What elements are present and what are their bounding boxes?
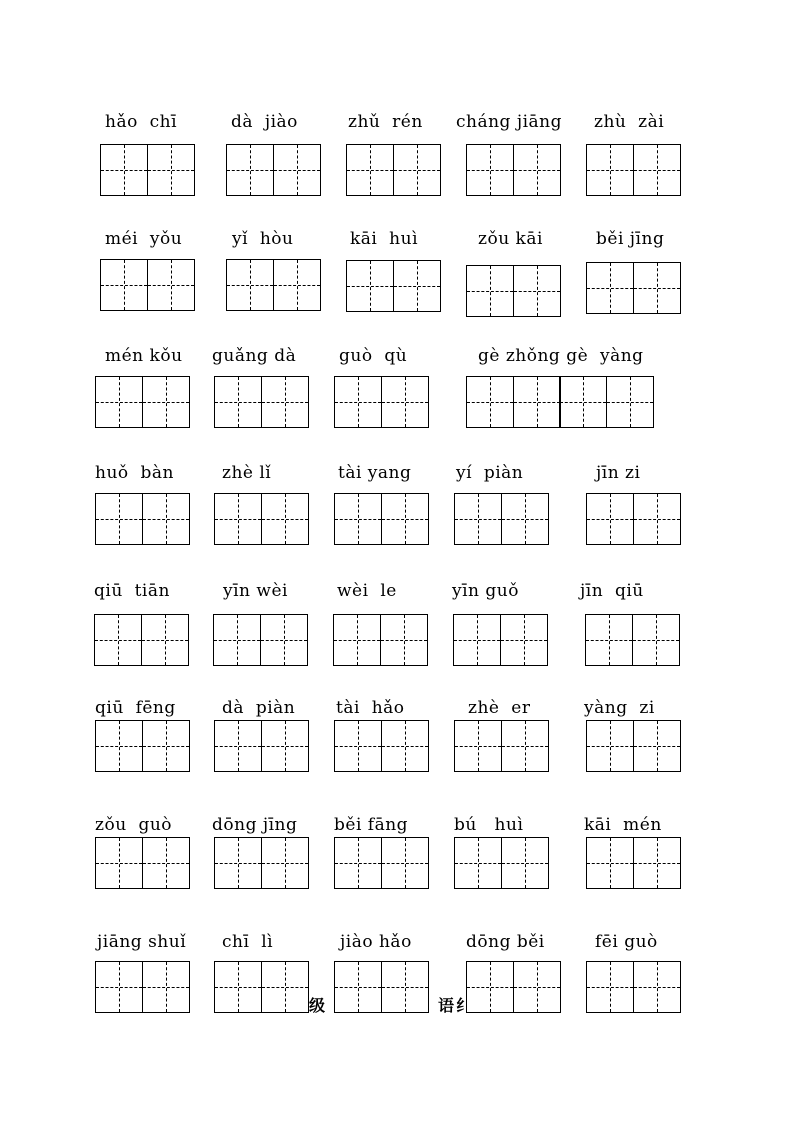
writing-grid — [334, 376, 429, 428]
pinyin-label: méi yǒu — [105, 229, 183, 249]
writing-grid — [95, 720, 190, 772]
writing-cell[interactable] — [334, 720, 382, 772]
writing-cell[interactable] — [586, 961, 634, 1013]
writing-cell[interactable] — [466, 376, 514, 428]
writing-cell[interactable] — [606, 376, 654, 428]
pinyin-label: dà piàn — [222, 698, 296, 718]
pinyin-label: yàng zi — [584, 698, 655, 718]
writing-grid — [100, 144, 195, 196]
writing-cell[interactable] — [513, 144, 561, 196]
pinyin-label: gè zhǒng gè yàng — [478, 346, 644, 366]
writing-grid — [334, 837, 429, 889]
writing-grid — [334, 493, 429, 545]
pinyin-label: yīn wèi — [223, 581, 288, 601]
writing-cell[interactable] — [381, 837, 429, 889]
pinyin-label: zhè er — [468, 698, 531, 718]
writing-cell[interactable] — [500, 614, 548, 666]
writing-cell[interactable] — [273, 259, 321, 311]
writing-cell[interactable] — [261, 376, 309, 428]
writing-cell[interactable] — [142, 961, 190, 1013]
writing-grid — [95, 376, 190, 428]
writing-cell[interactable] — [334, 961, 382, 1013]
footer-fragment-1: 级 — [309, 996, 326, 1015]
pinyin-label: kāi huì — [350, 229, 419, 249]
writing-cell[interactable] — [633, 144, 681, 196]
writing-grid — [586, 493, 681, 545]
pinyin-label: tài yang — [338, 463, 412, 483]
writing-cell[interactable] — [141, 614, 189, 666]
writing-cell[interactable] — [226, 259, 274, 311]
writing-cell[interactable] — [586, 837, 634, 889]
writing-grid — [95, 961, 190, 1013]
pinyin-label: běi fāng — [334, 815, 409, 835]
writing-cell[interactable] — [334, 837, 382, 889]
writing-cell[interactable] — [381, 493, 429, 545]
writing-grid — [214, 720, 309, 772]
writing-cell[interactable] — [393, 260, 441, 312]
writing-cell[interactable] — [261, 837, 309, 889]
writing-grid — [94, 614, 189, 666]
writing-grid — [214, 493, 309, 545]
writing-cell[interactable] — [454, 837, 502, 889]
writing-cell[interactable] — [95, 837, 143, 889]
writing-cell[interactable] — [214, 961, 262, 1013]
writing-cell[interactable] — [633, 493, 681, 545]
writing-cell[interactable] — [454, 720, 502, 772]
pinyin-label: jīn zi — [596, 463, 641, 483]
writing-grid — [586, 961, 681, 1013]
writing-cell[interactable] — [513, 376, 561, 428]
writing-cell[interactable] — [633, 961, 681, 1013]
pinyin-label: mén kǒu — [105, 346, 183, 366]
writing-cell[interactable] — [142, 376, 190, 428]
writing-cell[interactable] — [501, 837, 549, 889]
pinyin-label: hǎo chī — [105, 112, 178, 132]
pinyin-label: kāi mén — [584, 815, 662, 835]
writing-grid — [454, 837, 549, 889]
writing-cell[interactable] — [633, 262, 681, 314]
pinyin-label: yǐ hòu — [232, 229, 294, 249]
writing-grid — [466, 265, 561, 317]
writing-cell[interactable] — [346, 260, 394, 312]
writing-cell[interactable] — [334, 493, 382, 545]
writing-grid — [454, 493, 549, 545]
writing-grid — [346, 144, 441, 196]
writing-grid — [333, 614, 428, 666]
writing-cell[interactable] — [632, 614, 680, 666]
writing-cell[interactable] — [466, 961, 514, 1013]
writing-cell[interactable] — [100, 259, 148, 311]
writing-grid — [95, 837, 190, 889]
pinyin-label: fēi guò — [595, 932, 658, 952]
writing-cell[interactable] — [501, 493, 549, 545]
pinyin-label: qiū fēng — [95, 698, 176, 718]
writing-cell[interactable] — [346, 144, 394, 196]
writing-cell[interactable] — [261, 961, 309, 1013]
writing-cell[interactable] — [513, 265, 561, 317]
pinyin-label: jiāng shuǐ — [97, 932, 187, 952]
writing-grid — [586, 262, 681, 314]
writing-cell[interactable] — [333, 614, 381, 666]
writing-cell[interactable] — [380, 614, 428, 666]
writing-grid — [466, 961, 561, 1013]
footer-fragment-3: 纟 — [456, 996, 473, 1015]
writing-grid — [346, 260, 441, 312]
writing-cell[interactable] — [261, 493, 309, 545]
writing-cell[interactable] — [95, 961, 143, 1013]
writing-cell[interactable] — [381, 961, 429, 1013]
writing-grid — [586, 837, 681, 889]
writing-cell[interactable] — [260, 614, 308, 666]
writing-cell[interactable] — [147, 144, 195, 196]
pinyin-label: yí piàn — [456, 463, 524, 483]
pinyin-label: tài hǎo — [336, 698, 405, 718]
writing-grid — [100, 259, 195, 311]
writing-cell[interactable] — [381, 720, 429, 772]
writing-grid — [214, 961, 309, 1013]
pinyin-label: jiào hǎo — [340, 932, 412, 952]
pinyin-label: huǒ bàn — [95, 463, 174, 483]
writing-cell[interactable] — [273, 144, 321, 196]
writing-cell[interactable] — [213, 614, 261, 666]
writing-cell[interactable] — [214, 493, 262, 545]
writing-grid — [586, 720, 681, 772]
writing-cell[interactable] — [513, 961, 561, 1013]
writing-cell[interactable] — [454, 493, 502, 545]
footer-fragment-2: 语 — [438, 996, 455, 1015]
pinyin-label: běi jīng — [596, 229, 665, 249]
writing-grid — [586, 144, 681, 196]
writing-cell[interactable] — [559, 376, 607, 428]
pinyin-label: yīn guǒ — [452, 581, 519, 601]
pinyin-label: zhù zài — [594, 112, 665, 132]
writing-cell[interactable] — [633, 720, 681, 772]
writing-grid — [453, 614, 548, 666]
writing-cell[interactable] — [633, 837, 681, 889]
writing-cell[interactable] — [453, 614, 501, 666]
writing-grid — [334, 720, 429, 772]
writing-cell[interactable] — [95, 493, 143, 545]
writing-cell[interactable] — [226, 144, 274, 196]
writing-cell[interactable] — [142, 720, 190, 772]
pinyin-label: zǒu kāi — [478, 229, 543, 249]
pinyin-label: guǎng dà — [212, 346, 297, 366]
writing-grid — [334, 961, 429, 1013]
writing-cell[interactable] — [393, 144, 441, 196]
writing-grid — [226, 259, 321, 311]
pinyin-label: dōng jīng — [212, 815, 298, 835]
pinyin-label: zhǔ rén — [348, 112, 423, 132]
writing-grid — [214, 376, 309, 428]
pinyin-label: chī lì — [222, 932, 274, 952]
pinyin-label: cháng jiāng — [456, 112, 563, 132]
pinyin-label: bú huì — [454, 815, 524, 835]
writing-grid — [214, 837, 309, 889]
writing-grid — [213, 614, 308, 666]
writing-cell[interactable] — [142, 837, 190, 889]
writing-cell[interactable] — [261, 720, 309, 772]
writing-cell[interactable] — [586, 720, 634, 772]
writing-cell[interactable] — [214, 376, 262, 428]
pinyin-label: zǒu guò — [95, 815, 173, 835]
writing-cell[interactable] — [214, 837, 262, 889]
writing-grid — [226, 144, 321, 196]
pinyin-label: qiū tiān — [94, 581, 170, 601]
writing-cell[interactable] — [95, 376, 143, 428]
writing-cell[interactable] — [147, 259, 195, 311]
writing-cell[interactable] — [100, 144, 148, 196]
writing-grid — [466, 144, 561, 196]
pinyin-label: dōng běi — [466, 932, 545, 952]
writing-cell[interactable] — [586, 493, 634, 545]
writing-cell[interactable] — [95, 720, 143, 772]
writing-cell[interactable] — [142, 493, 190, 545]
writing-cell[interactable] — [585, 614, 633, 666]
pinyin-label: guò qù — [339, 346, 408, 366]
writing-cell[interactable] — [501, 720, 549, 772]
writing-cell[interactable] — [94, 614, 142, 666]
writing-cell[interactable] — [586, 262, 634, 314]
writing-grid — [585, 614, 680, 666]
writing-grid — [95, 493, 190, 545]
writing-grid — [466, 376, 654, 428]
writing-cell[interactable] — [466, 265, 514, 317]
writing-cell[interactable] — [586, 144, 634, 196]
writing-cell[interactable] — [334, 376, 382, 428]
writing-cell[interactable] — [466, 144, 514, 196]
pinyin-label: dà jiào — [231, 112, 298, 132]
pinyin-label: jīn qiū — [580, 581, 644, 601]
pinyin-label: wèi le — [337, 581, 397, 601]
writing-cell[interactable] — [381, 376, 429, 428]
writing-cell[interactable] — [214, 720, 262, 772]
writing-grid — [454, 720, 549, 772]
pinyin-label: zhè lǐ — [222, 463, 272, 483]
